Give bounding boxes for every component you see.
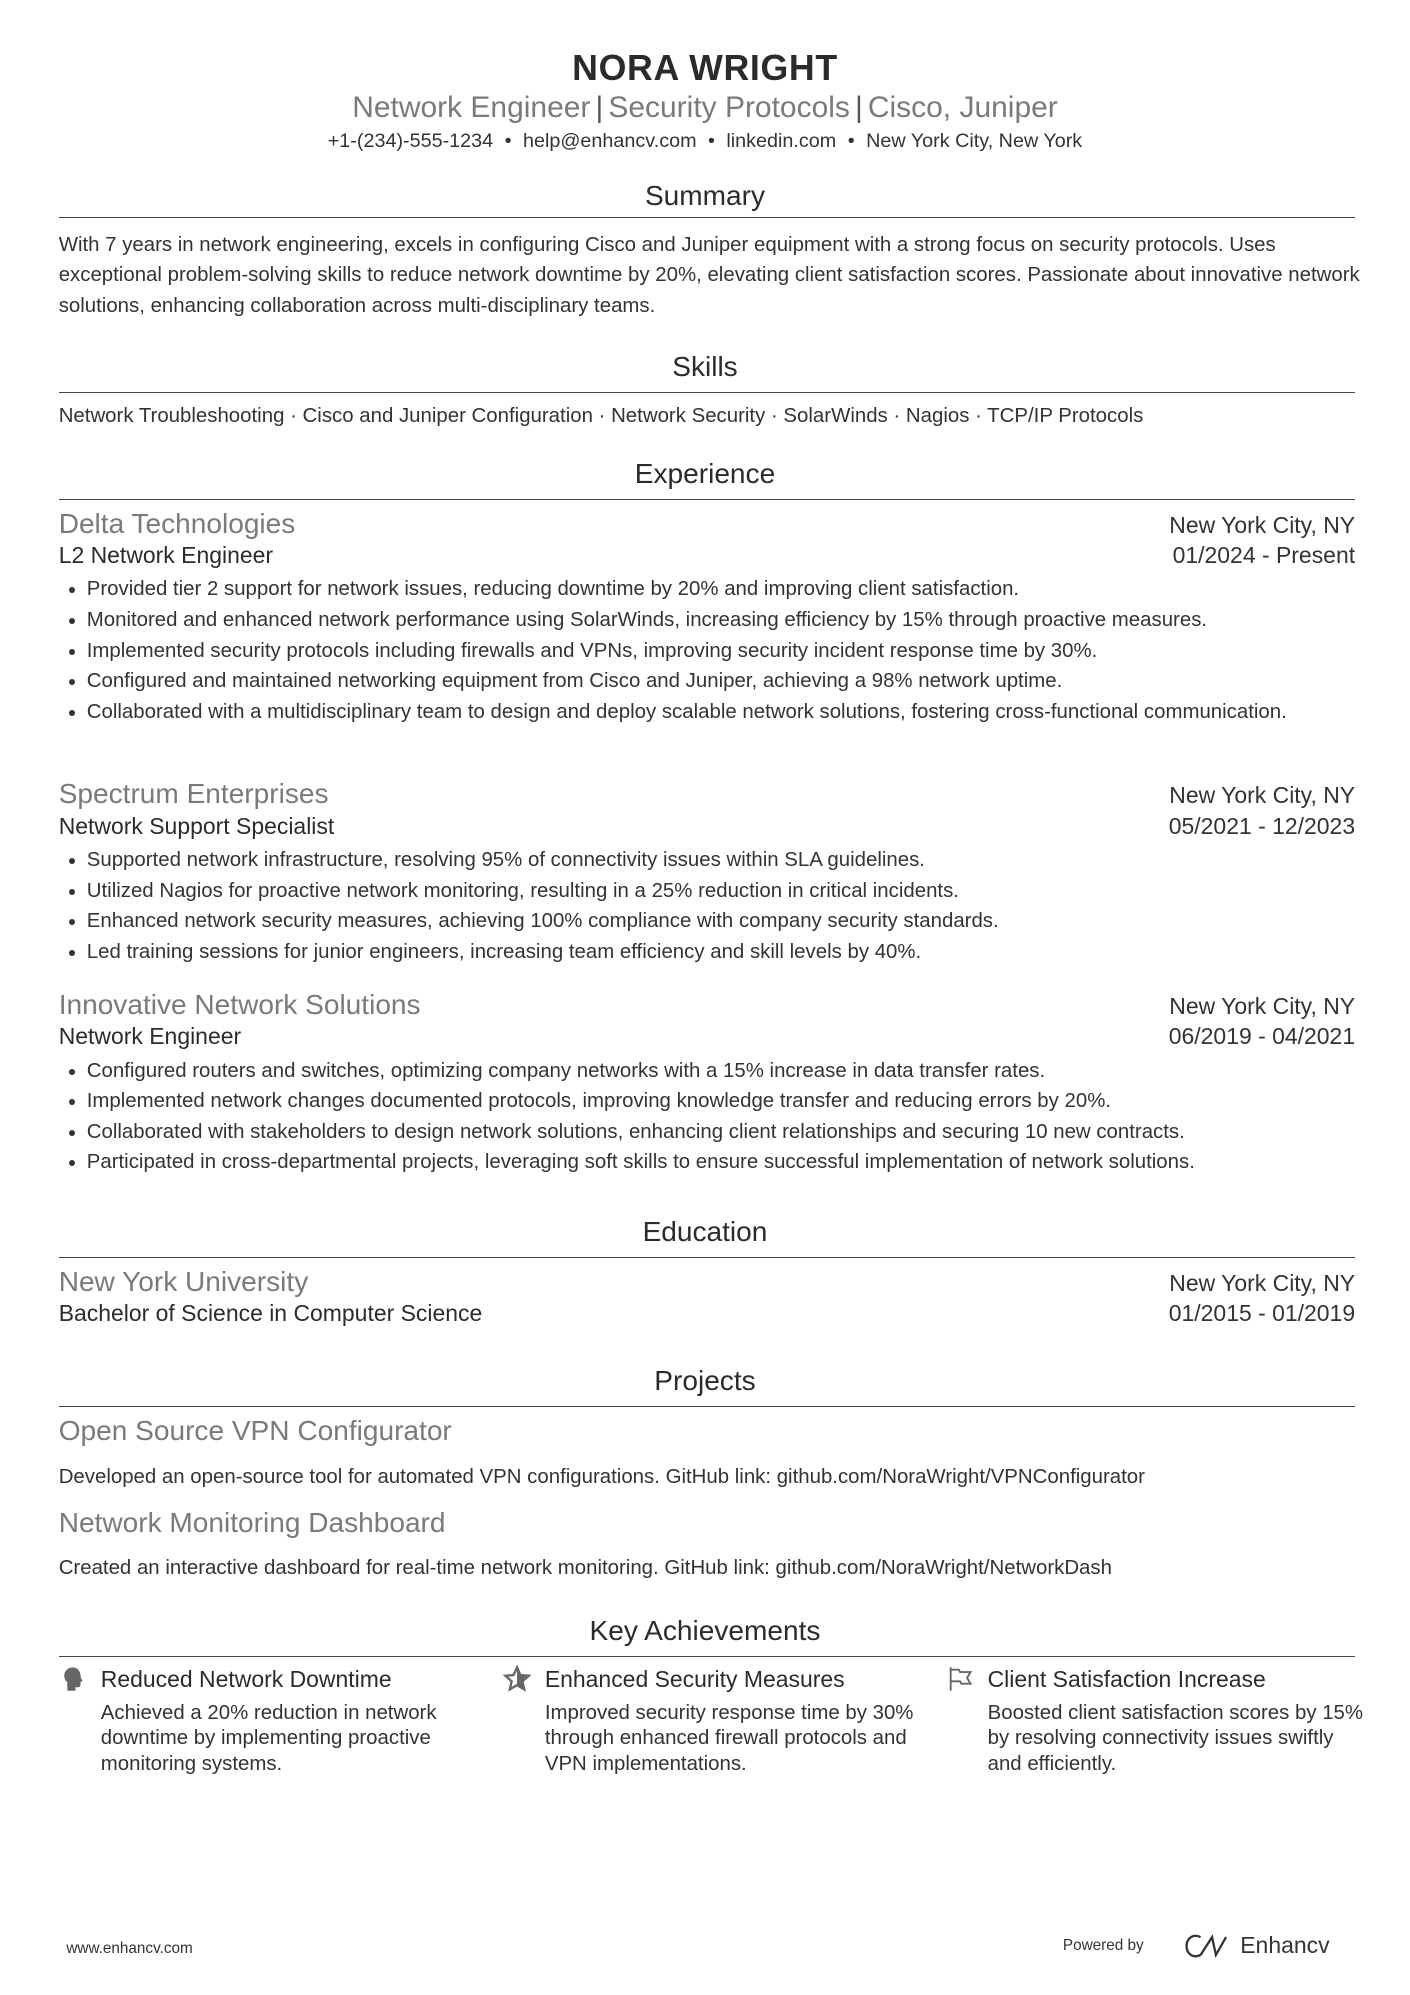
headline — [0, 91, 1410, 125]
enhancv-logo[interactable] — [1184, 1932, 1329, 1960]
powered-by-label: Powered by — [1062, 1936, 1144, 1954]
headline-part: Cisco, Juniper — [867, 90, 1058, 124]
job-title: L2 Network Engineer — [58, 542, 274, 569]
star-icon — [503, 1665, 531, 1693]
achievement-description: Achieved a 20% reduction in network downtime by implementing proactive monitoring systems. — [100, 1701, 437, 1775]
bullet: • Provided tier 2 support for network issues, reducing downtime by 20% and improving client satisfaction. — [87, 574, 1363, 605]
bullet: • Supported network infrastructure, resolving 95% of connectivity issues within SLA guidelines. — [87, 845, 1363, 876]
contact-line — [0, 130, 1410, 153]
school-name: New York University — [58, 1265, 309, 1297]
separator: | — [595, 90, 604, 124]
summary-text: With 7 years in network engineering, excels in configuring Cisco and Juniper equipment with a strong focus on security protocols. Uses exceptional problem-solving skills to reduce network downtime by 20%, elevating client satisfaction scores. Passionate about innovative network solutions, enhancing collaboration across multi-disciplinary teams. — [58, 233, 1360, 317]
section-heading-education: Education — [642, 1216, 768, 1248]
job-bullets — [59, 845, 1363, 968]
job-dates: 01/2024 - Present — [1172, 542, 1356, 569]
company-name: Spectrum Enterprises — [58, 778, 329, 810]
location: New York City, New York — [866, 130, 1083, 153]
section-heading-experience: Experience — [634, 458, 776, 490]
bullet: • Utilized Nagios for proactive network monitoring, resulting in a 25% reduction in critical incidents. — [87, 876, 1363, 907]
project-description: Created an interactive dashboard for real-time network monitoring. GitHub link: github.com/NoraWright/NetworkDash — [58, 1556, 1112, 1579]
job-entry — [0, 989, 1410, 1178]
divider — [59, 1406, 1355, 1407]
achievement-description: Improved security response time by 30% through enhanced firewall protocols and VPN implementations. — [544, 1701, 914, 1775]
bullet: • Led training sessions for junior engineers, increasing team efficiency and skill levels by 40%. — [87, 937, 1363, 968]
company-name: Innovative Network Solutions — [58, 988, 421, 1020]
separator: • — [708, 130, 715, 153]
bullet: • Participated in cross-departmental projects, leveraging soft skills to ensure successful implementation of network solutions. — [87, 1147, 1363, 1178]
candidate-name: NORA WRIGHT — [572, 48, 838, 89]
section-heading-achievements: Key Achievements — [589, 1615, 821, 1647]
job-location: New York City, NY — [1169, 511, 1356, 538]
bullet: • Configured and maintained networking equipment from Cisco and Juniper, achieving a 98% network uptime. — [87, 666, 1363, 697]
bullet: • Collaborated with a multidisciplinary team to design and deploy scalable network solutions, fostering cross-functional communication. — [87, 697, 1363, 728]
job-bullets — [59, 1056, 1363, 1179]
divider — [59, 499, 1355, 500]
footer-website-link[interactable]: www.enhancv.com — [66, 1939, 193, 1957]
company-name: Delta Technologies — [58, 507, 296, 539]
job-bullets — [59, 574, 1363, 727]
bullet: • Monitored and enhanced network performance using SolarWinds, increasing efficiency by 15% through proactive measures. — [87, 605, 1363, 636]
job-entry — [0, 778, 1410, 967]
achievement-item — [503, 1665, 924, 1777]
divider — [59, 217, 1355, 218]
section-heading-summary: Summary — [644, 179, 766, 211]
job-dates: 05/2021 - 12/2023 — [1168, 812, 1356, 839]
divider — [59, 392, 1355, 393]
enhancv-brand: Enhancv — [1240, 1932, 1330, 1959]
job-location: New York City, NY — [1169, 782, 1356, 809]
achievement-title: Reduced Network Downtime — [100, 1665, 392, 1692]
divider — [59, 1656, 1355, 1657]
achievement-item — [946, 1665, 1367, 1777]
bullet: • Collaborated with stakeholders to design network solutions, enhancing client relationships and securing 10 new contracts. — [87, 1117, 1363, 1148]
project-title: Network Monitoring Dashboard — [58, 1506, 446, 1538]
education-entry — [0, 1266, 1410, 1328]
divider — [59, 1257, 1355, 1258]
education-dates: 01/2015 - 01/2019 — [1168, 1300, 1356, 1327]
degree: Bachelor of Science in Computer Science — [58, 1300, 483, 1327]
skills-list: Network Troubleshooting · Cisco and Juniper Configuration · Network Security · SolarWinds · Nagios · TCP/IP Protocols — [58, 404, 1144, 427]
bullet: • Implemented network changes documented protocols, improving knowledge transfer and reducing errors by 20%. — [87, 1086, 1363, 1117]
section-heading-projects: Projects — [654, 1365, 756, 1397]
separator: • — [504, 130, 512, 153]
achievement-title: Client Satisfaction Increase — [987, 1665, 1266, 1692]
flag-icon — [946, 1665, 974, 1693]
job-title: Network Engineer — [58, 1023, 242, 1050]
email-link[interactable]: help@enhancv.com — [523, 130, 697, 153]
section-heading-skills: Skills — [672, 350, 738, 382]
headline-part: Network Engineer — [352, 90, 591, 124]
separator: • — [847, 130, 855, 153]
headline-part: Security Protocols — [608, 90, 850, 124]
job-dates: 06/2019 - 04/2021 — [1168, 1023, 1356, 1050]
bullet: • Implemented security protocols including firewalls and VPNs, improving security incident response time by 30%. — [87, 636, 1363, 667]
job-entry — [0, 508, 1410, 728]
job-title: Network Support Specialist — [58, 812, 335, 839]
achievement-item — [59, 1665, 480, 1777]
project-description: Developed an open-source tool for automated VPN configurations. GitHub link: github.com/NoraWright/VPNConfigurator — [58, 1466, 1145, 1489]
linkedin-link[interactable]: linkedin.com — [726, 130, 837, 153]
achievement-title: Enhanced Security Measures — [544, 1665, 845, 1692]
brain-head-icon — [59, 1665, 87, 1693]
bullet: • Enhanced network security measures, achieving 100% compliance with company security standards. — [87, 906, 1363, 937]
project-title: Open Source VPN Configurator — [58, 1415, 452, 1447]
school-location: New York City, NY — [1169, 1269, 1356, 1296]
job-location: New York City, NY — [1169, 992, 1356, 1019]
achievement-description: Boosted client satisfaction scores by 15% by resolving connectivity issues swiftly and efficiently. — [987, 1701, 1364, 1775]
enhancv-logo-icon — [1184, 1932, 1230, 1960]
phone: +1-(234)-555-1234 — [327, 130, 494, 153]
bullet: • Configured routers and switches, optimizing company networks with a 15% increase in data transfer rates. — [87, 1056, 1363, 1087]
separator: | — [854, 90, 863, 124]
